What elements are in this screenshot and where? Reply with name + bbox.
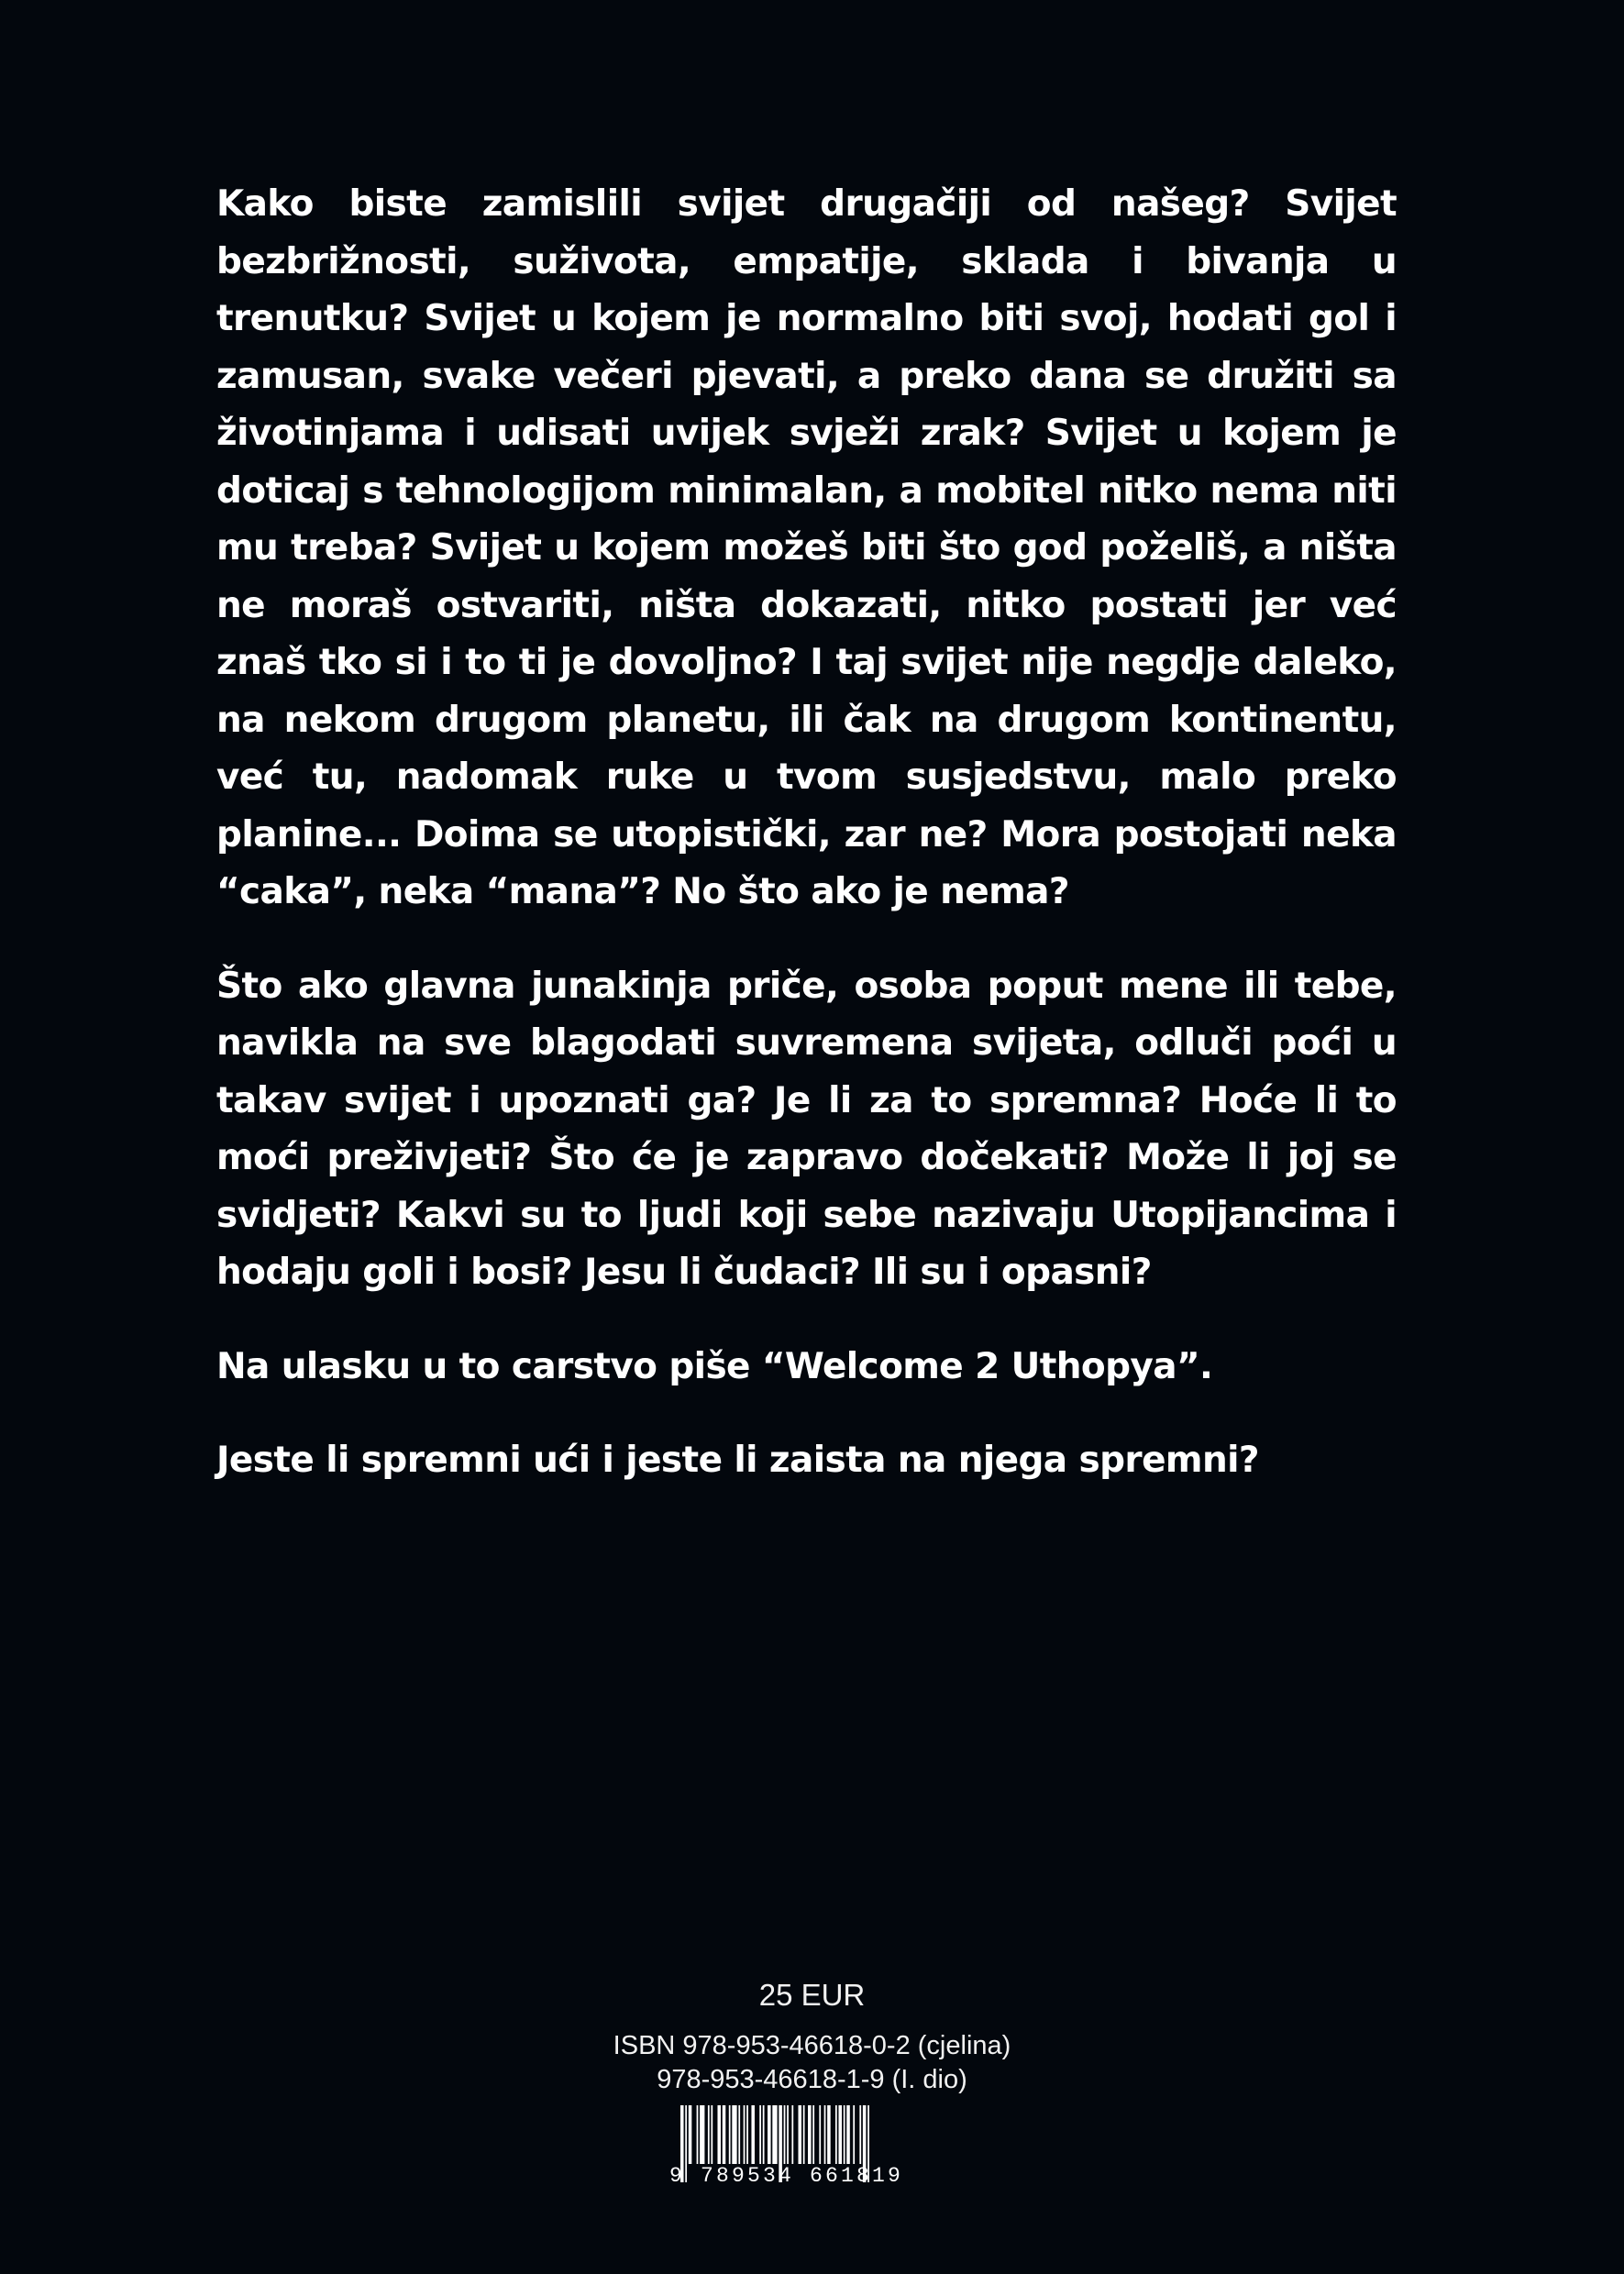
isbn-line-2: 978-953-46618-1-9 (I. dio) [657, 2065, 967, 2094]
isbn-line-1: ISBN 978-953-46618-0-2 (cjelina) [613, 2031, 1011, 2060]
barcode-digits: 9 789534 661819 [669, 2164, 904, 2188]
price-label: 25 EUR [758, 1978, 866, 2012]
blurb-paragraph-2: Što ako glavna junakinja priče, osoba poput mene ili tebe, navikla na sve blagodati suvremena svijeta, odluči poći u takav svijet i upoznati ga? Je li za to spremna? Hoće li to moći preživjeti? Što će je zapravo dočekati? Može li joj se svidjeti? Kakvi su to ljudi koji sebe nazivaju Utopijancima i hodaju goli i bosi? Jesu li čudaci? Ili su i opasni? [216, 965, 1397, 1293]
blurb-text [216, 176, 1397, 1490]
blurb-paragraph-3: Na ulasku u to carstvo piše “Welcome 2 Uthopya”. [216, 1345, 1213, 1387]
blurb-paragraph-4: Jeste li spremni ući i jeste li zaista na njega spremni? [216, 1440, 1259, 1481]
isbn-barcode [668, 2105, 921, 2188]
blurb-paragraph-1: Kako biste zamislili svijet drugačiji od našeg? Svijet bezbrižnosti, suživota, empatije, sklada i bivanja u trenutku? Svijet u kojem je normalno biti svoj, hodati gol i zamusan, svake večeri pjevati, a preko dana se družiti sa životinjama i udisati uvijek svježi zrak? Svijet u kojem je doticaj s tehnologijom minimalan, a mobitel nitko nema niti mu treba? Svijet u kojem možeš biti što god poželiš, a ništa ne moraš ostvariti, ništa dokazati, nitko postati jer već znaš tko si i to ti je dovoljno? I taj svijet nije negdje daleko, na nekom drugom planetu, ili čak na drugom kontinentu, već tu, nadomak ruke u tvom susjedstvu, malo preko planine... Doima se utopistički, zar ne? Mora postojati neka “caka”, neka “mana”? No što ako je nema? [216, 183, 1397, 912]
